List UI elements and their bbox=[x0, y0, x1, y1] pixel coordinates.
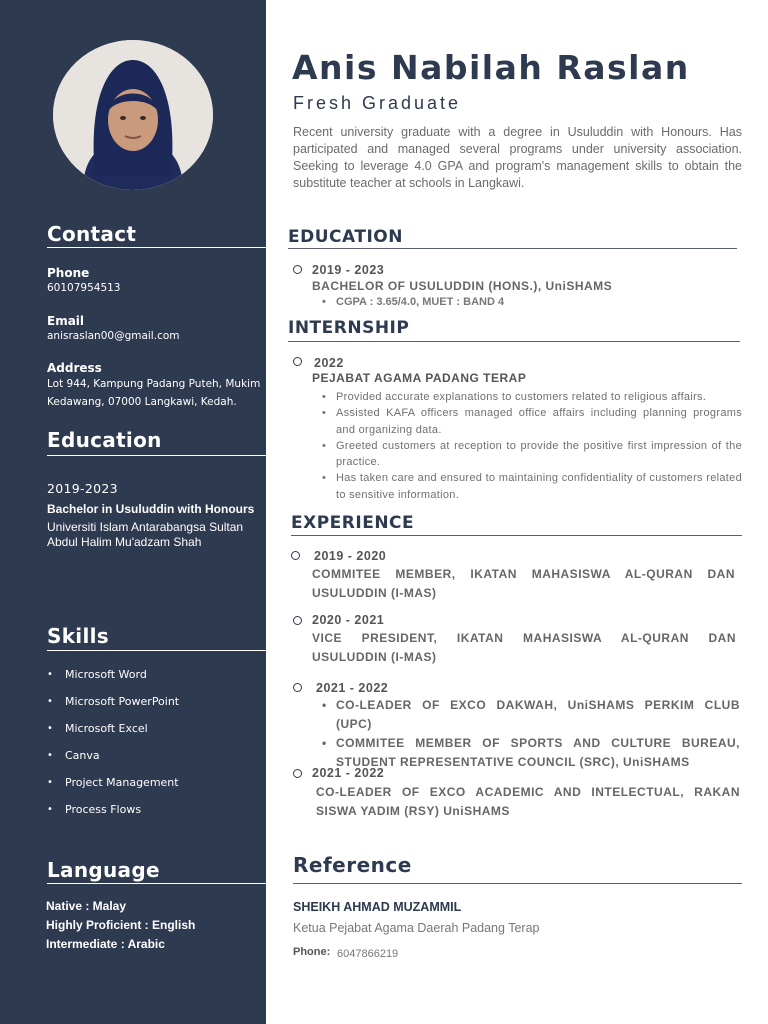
skill-item: • Process Flows bbox=[47, 799, 179, 826]
sidebar-education-degree: Bachelor in Usuluddin with Honours bbox=[47, 502, 255, 516]
language-item: Highly Proficient : English bbox=[46, 918, 196, 932]
internship-duty: • Greeted customers at reception to provide the positive first impression of the practice. bbox=[322, 438, 742, 471]
reference-phone-label: Phone: bbox=[293, 946, 331, 958]
timeline-circle-icon bbox=[293, 357, 302, 366]
timeline-circle-icon bbox=[291, 551, 300, 560]
experience-roles bbox=[322, 696, 740, 772]
experience-title: CO-LEADER OF EXCO ACADEMIC AND INTELECTUAL, RAKAN SISWA YADIM (RSY) UniSHAMS bbox=[316, 785, 740, 818]
internship-title: PEJABAT AGAMA PADANG TERAP bbox=[312, 371, 527, 385]
avatar-illustration bbox=[53, 40, 213, 190]
skill-item: • Microsoft PowerPoint bbox=[47, 691, 179, 718]
skill-item: • Microsoft Word bbox=[47, 664, 179, 691]
timeline-circle-icon bbox=[293, 616, 302, 625]
experience-year: 2021 - 2022 bbox=[312, 766, 385, 780]
education-rule bbox=[288, 248, 737, 249]
email-label: Email bbox=[47, 314, 85, 328]
education-details bbox=[322, 295, 722, 309]
contact-heading: Contact bbox=[47, 222, 137, 246]
reference-rule bbox=[293, 883, 742, 884]
address-label: Address bbox=[47, 361, 102, 375]
experience-heading: EXPERIENCE bbox=[291, 513, 415, 533]
reference-position: Ketua Pejabat Agama Daerah Padang Terap bbox=[293, 921, 540, 935]
sidebar-education-year: 2019-2023 bbox=[47, 481, 118, 496]
experience-role: • CO-LEADER OF EXCO DAKWAH, UniSHAMS PERKIM CLUB (UPC) bbox=[322, 696, 740, 734]
experience-year: 2021 - 2022 bbox=[316, 681, 389, 695]
experience-year: 2020 - 2021 bbox=[312, 613, 385, 627]
internship-heading: INTERNSHIP bbox=[288, 318, 410, 338]
language-heading: Language bbox=[47, 858, 160, 882]
language-list bbox=[46, 897, 195, 954]
phone-label: Phone bbox=[47, 266, 90, 280]
person-role: Fresh Graduate bbox=[293, 93, 462, 113]
profile-summary: Recent university graduate with a degree in Usuluddin with Honours. Has participated and managed several programs under university association. Seeking to leverage 4.0 GPA and program's management skills to obtain the substitute teacher at schools in Langkawi. bbox=[293, 125, 742, 190]
profile-photo bbox=[53, 40, 213, 190]
education-divider bbox=[47, 455, 266, 456]
phone-value: 60107954513 bbox=[47, 282, 121, 294]
email-value[interactable]: anisraslan00@gmail.com bbox=[47, 330, 180, 342]
skills-heading: Skills bbox=[47, 624, 109, 648]
language-item: Native : Malay bbox=[46, 899, 127, 913]
experience-role: • COMMITEE MEMBER OF SPORTS AND CULTURE BUREAU, STUDENT REPRESENTATIVE COUNCIL (SRC), UniSHAMS bbox=[322, 734, 740, 772]
internship-duty: • Has taken care and ensured to maintaining confidentiality of customers related to sensitive information. bbox=[322, 470, 742, 503]
contact-divider bbox=[47, 247, 266, 248]
reference-heading: Reference bbox=[293, 853, 412, 877]
sidebar-education-university: Universiti Islam Antarabangsa Sultan Abdul Halim Mu'adzam Shah bbox=[47, 520, 244, 549]
language-item: Intermediate : Arabic bbox=[46, 937, 165, 951]
skill-item: • Project Management bbox=[47, 772, 179, 799]
timeline-circle-icon bbox=[293, 769, 302, 778]
sidebar-education-heading: Education bbox=[47, 428, 162, 452]
timeline-circle-icon bbox=[293, 683, 302, 692]
skills-divider bbox=[47, 650, 266, 651]
language-divider bbox=[47, 883, 266, 884]
internship-duty: • Assisted KAFA officers managed office affairs including planning programs and organizing data. bbox=[322, 405, 742, 438]
reference-name: SHEIKH AHMAD MUZAMMIL bbox=[293, 900, 462, 914]
person-name: Anis Nabilah Raslan bbox=[292, 48, 690, 87]
address-value: Lot 944, Kampung Padang Puteh, Mukim Kedawang, 07000 Langkawi, Kedah. bbox=[47, 378, 261, 408]
internship-rule bbox=[288, 341, 740, 342]
education-year: 2019 - 2023 bbox=[312, 263, 385, 277]
reference-phone-value: 6047866219 bbox=[337, 948, 399, 960]
skill-item: • Canva bbox=[47, 745, 179, 772]
education-title: BACHELOR OF USULUDDIN (HONS.), UniSHAMS bbox=[312, 279, 613, 293]
sidebar bbox=[0, 0, 266, 1024]
internship-year: 2022 bbox=[314, 356, 344, 370]
skill-item: • Microsoft Excel bbox=[47, 718, 179, 745]
experience-title: VICE PRESIDENT, IKATAN MAHASISWA AL-QURAN DAN USULUDDIN (I-MAS) bbox=[312, 631, 736, 664]
education-detail: • CGPA : 3.65/4.0, MUET : BAND 4 bbox=[322, 295, 722, 309]
internship-duties bbox=[322, 389, 742, 503]
experience-year: 2019 - 2020 bbox=[314, 549, 387, 563]
education-heading: EDUCATION bbox=[288, 227, 403, 247]
experience-rule bbox=[291, 535, 742, 536]
skills-list bbox=[47, 664, 179, 826]
experience-title: COMMITEE MEMBER, IKATAN MAHASISWA AL-QURAN DAN USULUDDIN (I-MAS) bbox=[312, 567, 735, 600]
internship-duty: • Provided accurate explanations to customers related to religious affairs. bbox=[322, 389, 742, 405]
timeline-circle-icon bbox=[293, 265, 302, 274]
